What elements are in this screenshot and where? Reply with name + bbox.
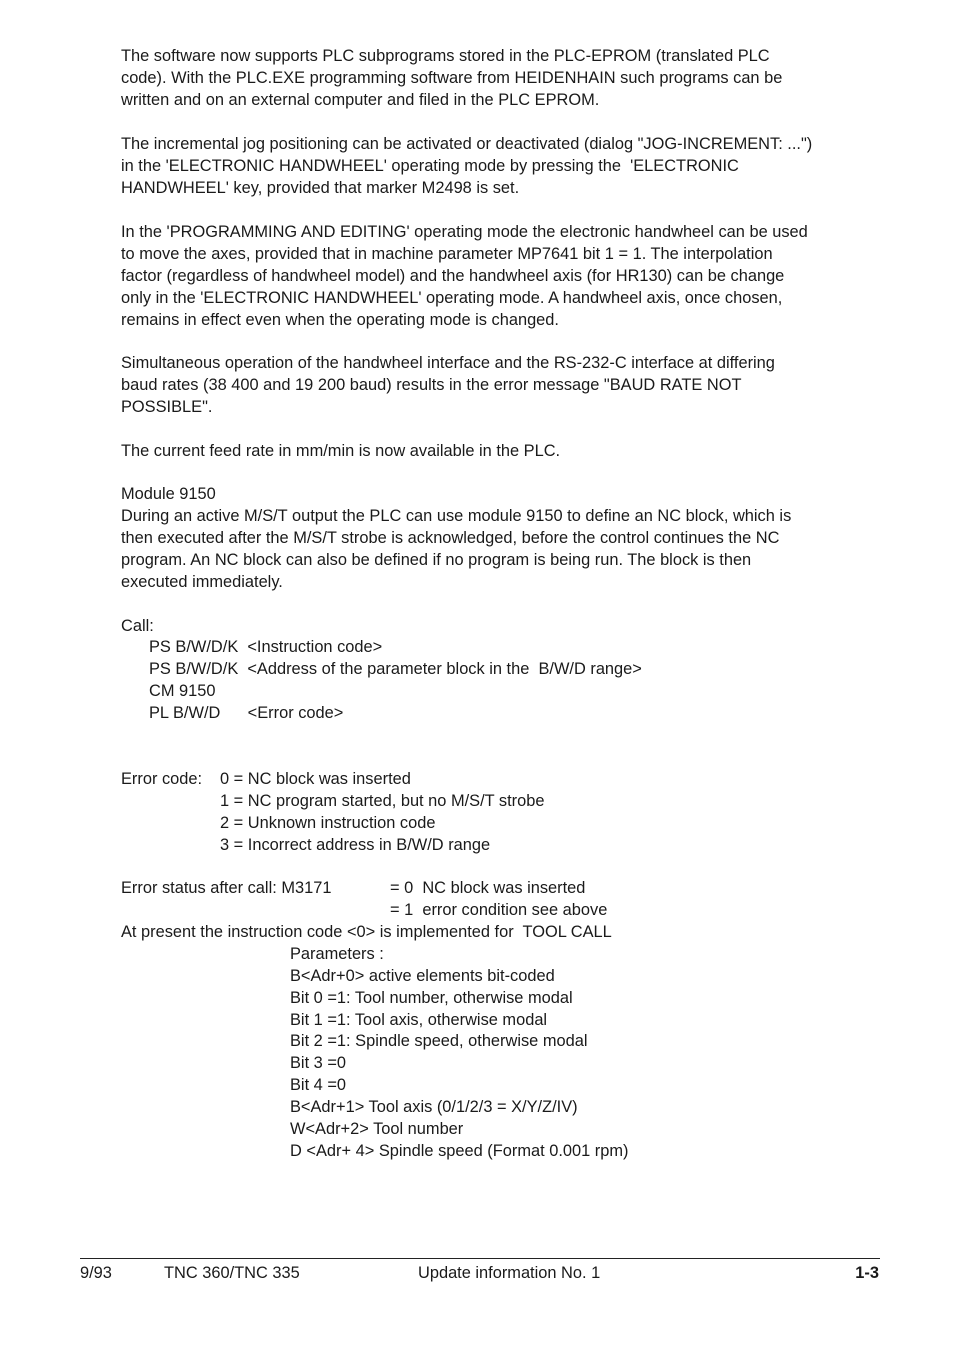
error-status-item: = 1 error condition see above	[390, 901, 608, 919]
paragraph-jog-increment-line-2: in the 'ELECTRONIC HANDWHEEL' operating mode by pressing the 'ELECTRONIC	[121, 157, 739, 175]
module-heading: Module 9150	[121, 485, 216, 503]
call-line: CM 9150	[149, 682, 216, 700]
parameter-line: Bit 0 =1: Tool number, otherwise modal	[290, 989, 573, 1007]
paragraph-handwheel-line-5: remains in effect even when the operating mode is changed.	[121, 311, 559, 329]
footer-title: Update information No. 1	[418, 1264, 601, 1282]
parameter-line: Bit 2 =1: Spindle speed, otherwise modal	[290, 1032, 588, 1050]
call-line: PL B/W/D <Error code>	[149, 704, 344, 722]
parameter-line: D <Adr+ 4> Spindle speed (Format 0.001 rpm)	[290, 1142, 629, 1160]
paragraph-handwheel-line-3: factor (regardless of handwheel model) and the handwheel axis (for HR130) can be change	[121, 267, 785, 285]
error-code-item: 2 = Unknown instruction code	[220, 814, 436, 832]
footer-model: TNC 360/TNC 335	[164, 1264, 300, 1282]
parameter-line: B<Adr+1> Tool axis (0/1/2/3 = X/Y/Z/IV)	[290, 1098, 578, 1116]
footer-page-number: 1-3	[855, 1264, 879, 1282]
error-code-item: 1 = NC program started, but no M/S/T strobe	[220, 792, 545, 810]
paragraph-jog-increment-line-1: The incremental jog positioning can be activated or deactivated (dialog "JOG-INCREMENT: ...")	[121, 135, 813, 153]
footer-date: 9/93	[80, 1264, 112, 1282]
error-status-label: Error status after call: M3171	[121, 879, 332, 897]
paragraph-plc-subprograms-line-1: The software now supports PLC subprograms stored in the PLC-EPROM (translated PLC	[121, 47, 770, 65]
parameter-line: Parameters :	[290, 945, 384, 963]
paragraph-plc-subprograms-line-2: code). With the PLC.EXE programming software from HEIDENHAIN such programs can be	[121, 69, 783, 87]
parameter-line: B<Adr+0> active elements bit-coded	[290, 967, 555, 985]
paragraph-handwheel-line-1: In the 'PROGRAMMING AND EDITING' operating mode the electronic handwheel can be used	[121, 223, 808, 241]
paragraph-plc-subprograms-line-3: written and on an external computer and filed in the PLC EPROM.	[121, 91, 600, 109]
paragraph-module-line-3: program. An NC block can also be defined if no program is being run. The block is then	[121, 551, 752, 569]
parameter-line: Bit 4 =0	[290, 1076, 347, 1094]
parameter-line: Bit 3 =0	[290, 1054, 347, 1072]
error-code-label: Error code:	[121, 770, 203, 788]
call-line: PS B/W/D/K <Address of the parameter block in the B/W/D range>	[149, 660, 642, 678]
call-label: Call:	[121, 617, 154, 635]
paragraph-jog-increment-line-3: HANDWHEEL' key, provided that marker M2498 is set.	[121, 179, 520, 197]
error-status-item: = 0 NC block was inserted	[390, 879, 586, 897]
instruction-line: At present the instruction code <0> is implemented for TOOL CALL	[121, 923, 612, 941]
paragraph-module-line-2: then executed after the M/S/T strobe is acknowledged, before the control continues the NC	[121, 529, 780, 547]
paragraph-handwheel-line-4: only in the 'ELECTRONIC HANDWHEEL' operating mode. A handwheel axis, once chosen,	[121, 289, 783, 307]
parameter-line: Bit 1 =1: Tool axis, otherwise modal	[290, 1011, 548, 1029]
paragraph-handwheel-line-2: to move the axes, provided that in machine parameter MP7641 bit 1 = 1. The interpolation	[121, 245, 773, 263]
parameter-line: W<Adr+2> Tool number	[290, 1120, 464, 1138]
paragraph-module-line-1: During an active M/S/T output the PLC can use module 9150 to define an NC block, which is	[121, 507, 792, 525]
paragraph-feed-rate: The current feed rate in mm/min is now available in the PLC.	[121, 442, 561, 460]
error-code-item: 3 = Incorrect address in B/W/D range	[220, 836, 491, 854]
paragraph-module-line-4: executed immediately.	[121, 573, 283, 591]
paragraph-baud-rate-line-2: baud rates (38 400 and 19 200 baud) results in the error message "BAUD RATE NOT	[121, 376, 742, 394]
paragraph-baud-rate-line-1: Simultaneous operation of the handwheel interface and the RS-232-C interface at differing	[121, 354, 775, 372]
footer-divider	[80, 1258, 880, 1259]
error-code-item: 0 = NC block was inserted	[220, 770, 411, 788]
call-line: PS B/W/D/K <Instruction code>	[149, 638, 383, 656]
paragraph-baud-rate-line-3: POSSIBLE".	[121, 398, 213, 416]
